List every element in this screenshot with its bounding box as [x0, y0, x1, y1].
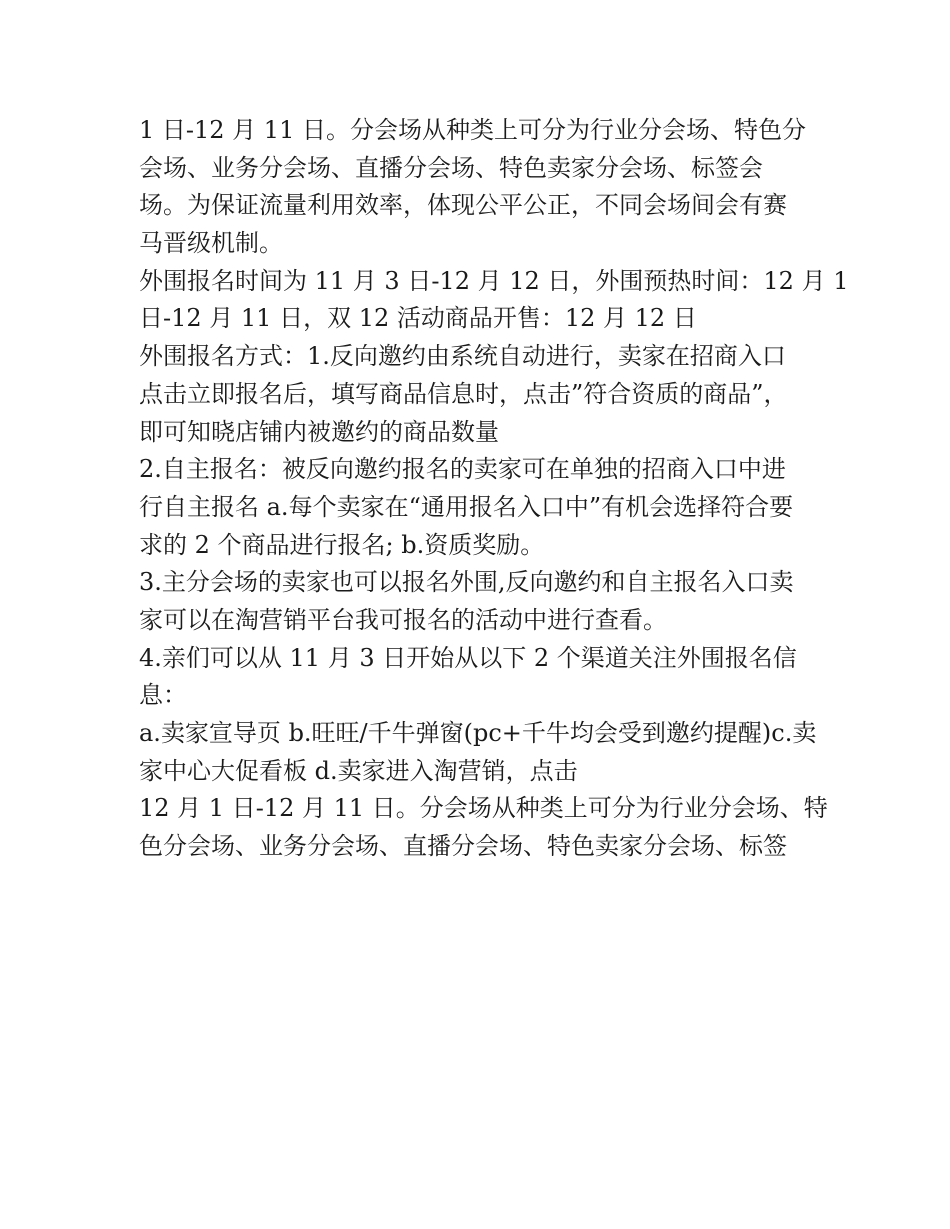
text-line: 1 日-12 月 11 日。分会场从种类上可分为行业分会场、特色分: [139, 116, 806, 144]
text-line: 即可知晓店铺内被邀约的商品数量: [139, 417, 499, 446]
text-line: 息：: [139, 681, 187, 710]
text-line: 会场、业务分会场、直播分会场、特色卖家分会场、标签会: [139, 153, 763, 182]
text-line: a.卖家宣导页 b.旺旺/千牛弹窗(pc+千牛均会受到邀约提醒)c.卖: [139, 719, 817, 747]
text-line: 家可以在淘营销平台我可报名的活动中进行查看。: [139, 605, 667, 634]
text-line: 3.主分会场的卖家也可以报名外围,反向邀约和自主报名入口卖: [139, 568, 794, 597]
text-line: 场。为保证流量利用效率，体现公平公正，不同会场间会有赛: [139, 191, 787, 220]
document-body: [139, 112, 849, 866]
text-line: 12 月 1 日-12 月 11 日。分会场从种类上可分为行业分会场、特: [139, 794, 828, 823]
text-line: 求的 2 个商品进行报名; b.资质奖励。: [139, 530, 545, 559]
text-line: 外围报名方式：1.反向邀约由系统自动进行，卖家在招商入口: [139, 342, 786, 371]
text-line: 点击立即报名后，填写商品信息时，点击”符合资质的商品”，: [139, 379, 788, 408]
text-line: 马晋级机制。: [139, 229, 283, 258]
text-line: 家中心大促看板 d.卖家进入淘营销，点击: [139, 756, 578, 785]
text-line: 2.自主报名：被反向邀约报名的卖家可在单独的招商入口中进: [139, 455, 786, 484]
text-line: 日-12 月 11 日，双 12 活动商品开售：12 月 12 日: [139, 304, 697, 333]
text-line: 外围报名时间为 11 月 3 日-12 月 12 日，外围预热时间：12 月 1: [139, 266, 849, 295]
text-line: 色分会场、业务分会场、直播分会场、特色卖家分会场、标签: [139, 832, 787, 861]
text-line: 行自主报名 a.每个卖家在“通用报名入口中”有机会选择符合要: [139, 492, 794, 521]
text-line: 4.亲们可以从 11 月 3 日开始从以下 2 个渠道关注外围报名信: [139, 643, 797, 672]
